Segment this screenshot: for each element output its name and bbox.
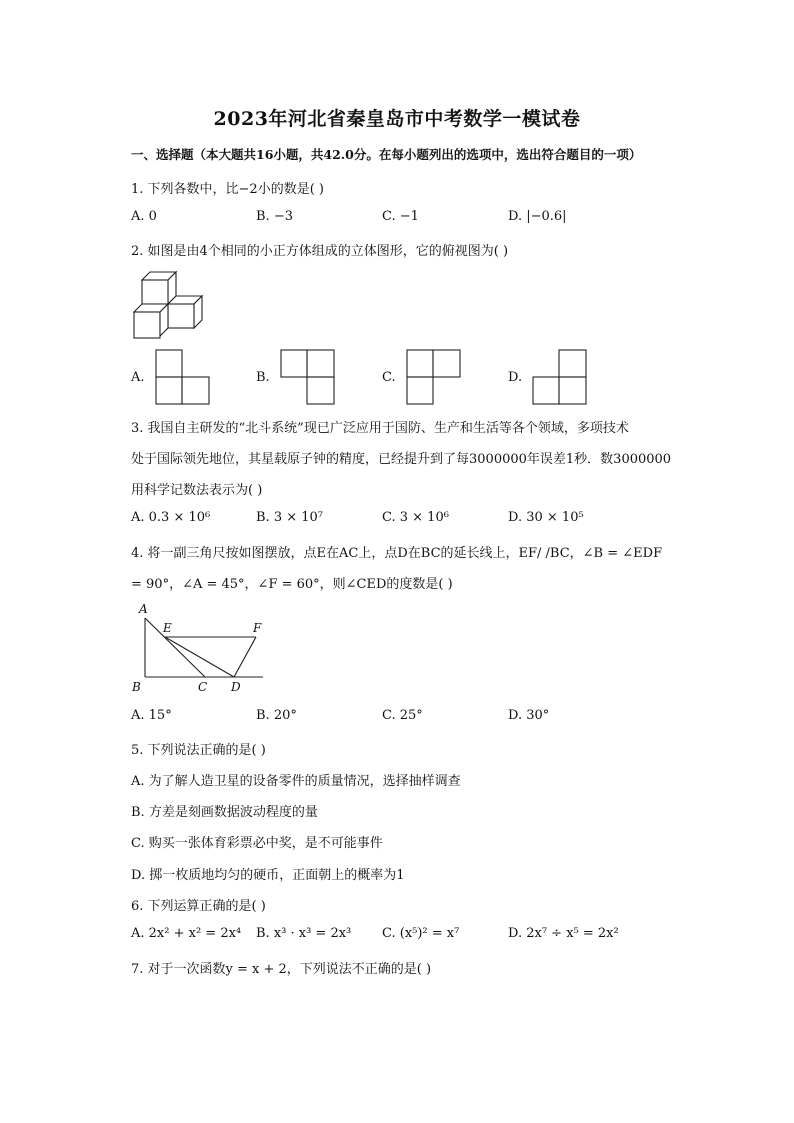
q2-option-b-figure: [280, 349, 336, 405]
q1-option-c: C. −1: [382, 209, 419, 224]
q2-stem: 2. 如图是由4个相同的小正方体组成的立体图形，它的俯视图为( ): [131, 244, 509, 259]
page-title: 2023年河北省秦皇岛市中考数学一模试卷: [213, 108, 581, 130]
q4-option-b: B. 20°: [256, 708, 297, 723]
q6-option-b: B. x³ · x³ = 2x³: [256, 926, 352, 941]
segment-FD: [234, 637, 256, 677]
q6-option-c: C. (x⁵)² = x⁷: [382, 926, 460, 941]
point-label-C: C: [198, 680, 208, 694]
q3-line-1: 3. 我国自主研发的“北斗系统”现已广泛应用于国防、生产和生活等各个领域，多项技术: [131, 421, 629, 436]
triangle-ruler-figure: [128, 600, 268, 696]
q1-option-a: A. 0: [131, 209, 157, 224]
q4-option-d: D. 30°: [508, 708, 550, 723]
q3-line-3: 用科学记数法表示为( ): [131, 483, 263, 498]
q4-option-c: C. 25°: [382, 708, 423, 723]
q4-line-2: = 90°，∠A = 45°，∠F = 60°，则∠CED的度数是( ): [131, 577, 453, 592]
q3-line-2: 处于国际领先地位，其星载原子钟的精度，已经提升到了每3000000年误差1秒．数3000000: [131, 452, 672, 467]
q2-option-a-label: A.: [131, 370, 145, 385]
point-label-D: D: [231, 680, 241, 694]
point-label-A: A: [139, 602, 148, 616]
q3-option-d: D. 30 × 10⁵: [508, 510, 584, 525]
q7-stem: 7. 对于一次函数y = x + 2，下列说法不正确的是( ): [131, 962, 432, 977]
q5-option-d: D. 掷一枚质地均匀的硬币，正面朝上的概率为1: [131, 868, 405, 883]
q1-option-b: B. −3: [256, 209, 293, 224]
q1-option-d: D. |−0.6|: [508, 209, 567, 224]
point-label-B: B: [132, 680, 141, 694]
q5-option-b: B. 方差是刻画数据波动程度的量: [131, 805, 318, 820]
q3-option-c: C. 3 × 10⁶: [382, 510, 449, 525]
q2-option-d-label: D.: [508, 370, 523, 385]
q5-option-c: C. 购买一张体育彩票必中奖，是不可能事件: [131, 836, 383, 851]
segment-AC: [145, 618, 205, 677]
q1-stem: 1. 下列各数中，比−2小的数是( ): [131, 182, 324, 197]
q3-option-a: A. 0.3 × 10⁶: [131, 510, 211, 525]
q4-line-1: 4. 将一副三角尺按如图摆放，点E在AC上，点D在BC的延长线上，EF/ /BC，∠B = ∠EDF: [131, 546, 663, 561]
q2-option-c-figure: [406, 349, 462, 405]
q5-option-a: A. 为了解人造卫星的设备零件的质量情况，选择抽样调查: [131, 774, 461, 789]
q4-option-a: A. 15°: [131, 708, 172, 723]
q2-option-b-label: B.: [256, 370, 270, 385]
q3-option-b: B. 3 × 10⁷: [256, 510, 323, 525]
q5-stem: 5. 下列说法正确的是( ): [131, 743, 266, 758]
section-heading: 一、选择题（本大题共16小题，共42.0分。在每小题列出的选项中，选出符合题目的一项）: [131, 147, 642, 162]
point-label-E: E: [163, 621, 172, 635]
q2-option-c-label: C.: [382, 370, 396, 385]
q6-option-d: D. 2x⁷ ÷ x⁵ = 2x²: [508, 926, 619, 941]
q6-option-a: A. 2x² + x² = 2x⁴: [131, 926, 242, 941]
point-label-F: F: [253, 621, 262, 635]
cube-stack-figure: [130, 268, 206, 340]
q6-stem: 6. 下列运算正确的是( ): [131, 899, 266, 914]
q2-option-a-figure: [155, 349, 211, 405]
q2-option-d-figure: [532, 349, 588, 405]
